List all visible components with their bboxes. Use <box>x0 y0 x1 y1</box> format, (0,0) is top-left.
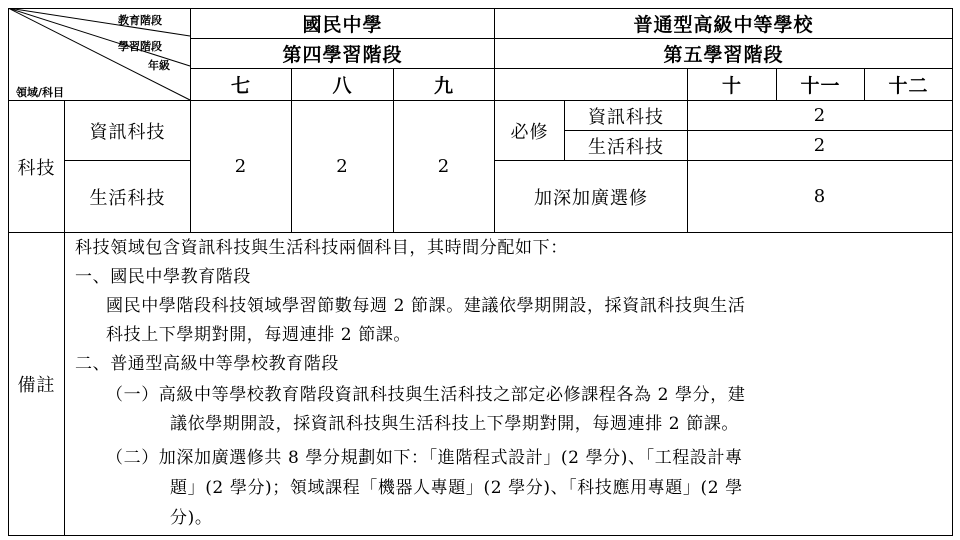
remarks-line: 國民中學階段科技領域學習節數每週 2 節課。建議依學期開設，採資訊科技與生活 <box>106 296 746 316</box>
remarks-line: （一）高級中等學校教育階段資訊科技與生活科技之部定必修課程各為 2 學分，建 <box>106 385 746 405</box>
learning-stage-label: 學習階段 <box>118 40 162 53</box>
junior-subject-info-tech: 資訊科技 <box>89 121 166 143</box>
grade-9: 九 <box>433 75 454 97</box>
senior-required-living-tech: 生活科技 <box>588 136 664 158</box>
remarks-line: 題」(2 學分)；領域課程「機器人專題」(2 學分)、「科技應用專題」(2 學 <box>170 478 743 498</box>
senior-high-heading: 普通型高級中等學校 <box>633 14 814 36</box>
grade-12: 十二 <box>888 75 929 97</box>
grade-11: 十一 <box>800 75 841 97</box>
grade-7: 七 <box>230 75 251 97</box>
grade-label: 年級 <box>148 59 170 72</box>
remarks-line: （二）加深加廣選修共 8 學分規劃如下：「進階程式設計」(2 學分)、「工程設計專 <box>106 448 743 468</box>
remarks-line: 科技領域包含資訊科技與生活科技兩個科目，其時間分配如下： <box>75 238 568 258</box>
elective-label: 加深加廣選修 <box>534 187 648 209</box>
info-tech-credits: 2 <box>813 105 827 126</box>
grade-8: 八 <box>332 75 353 97</box>
grade-10: 十 <box>721 75 742 97</box>
stage5-heading: 第五學習階段 <box>663 44 784 66</box>
remarks-line: 分)。 <box>170 508 213 528</box>
stage4-heading: 第四學習階段 <box>282 44 403 66</box>
remarks-line: 科技上下學期對開，每週連排 2 節課。 <box>106 325 412 345</box>
domain-cell: 科技 <box>17 157 56 179</box>
required-label: 必修 <box>510 121 549 143</box>
grade9-hours: 2 <box>437 156 451 177</box>
grade7-hours: 2 <box>234 156 248 177</box>
domain-subject-label: 領域/科目 <box>16 86 65 99</box>
remarks-line: 議依學期開設，採資訊科技與生活科技上下學期對開，每週連排 2 節課。 <box>170 414 740 434</box>
grade8-hours: 2 <box>336 156 349 177</box>
stage-label: 教育階段 <box>118 14 162 27</box>
junior-subject-living-tech: 生活科技 <box>89 187 166 209</box>
senior-required-info-tech: 資訊科技 <box>588 106 664 128</box>
elective-credits: 8 <box>813 186 827 207</box>
junior-high-heading: 國民中學 <box>302 14 383 36</box>
remarks-line: 一、國民中學教育階段 <box>75 267 251 287</box>
living-tech-credits: 2 <box>813 135 827 156</box>
remarks-label: 備註 <box>17 375 56 396</box>
remarks-line: 二、普通型高級中等學校教育階段 <box>75 354 339 374</box>
